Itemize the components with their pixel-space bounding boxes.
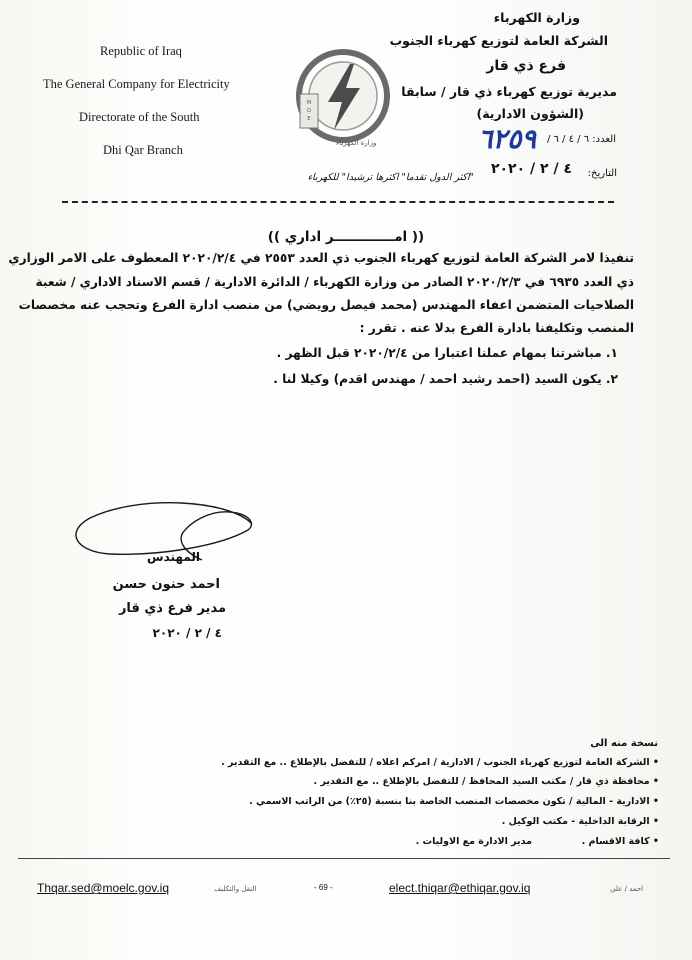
signature-date: ٤ / ٢ / ٢٠٢٠ [152,626,222,640]
footer-email-left: Thqar.sed@moelc.gov.iq [37,881,170,895]
logo-caption: وزارة الكهرباء [336,139,377,147]
bullet-icon: • [649,816,659,827]
header-ar-directorate: مديرية توزيع كهرباء ذي قار / سابقا [401,84,617,99]
header-separator [62,201,614,203]
svg-text:E: E [307,116,311,122]
copies-item-4: • الرقابة الداخلية - مكتب الوكيل . [501,816,659,827]
header-ar-admin: (الشؤون الادارية) [476,106,584,121]
signature-position: مدير فرع ذي قار [118,601,226,616]
svg-text:M: M [306,100,312,106]
footer-rule [18,858,670,859]
decision-item-1: ١. مباشرتنا بمهام عملنا اعتبارا من ٢٠٢٠/٢/٤ قبل الظهر . [276,346,618,360]
header-en-republic: Republic of Iraq [100,44,182,58]
number-label: العدد: ٦ / ٤ / ٦ / [546,134,616,145]
copies-item-6: مدير الادارة مع الاوليات . [415,836,532,847]
paragraph-line-2: ذي العدد ٦٩٣٥ في ٢٠٢٠/٢/٣ الصادر من وزارة الكهرباء / الدائرة الادارية / قسم الاسناد الاداري / شعبة [35,275,634,289]
bullet-icon: • [649,776,659,787]
header-en-branch: Dhi Qar Branch [103,143,183,157]
header-en-company: The General Company for Electricity [43,77,230,91]
bullet-icon: • [649,757,659,768]
copies-item-5: • كافة الاقسام . [581,836,659,847]
signature-title: المهندس [147,550,200,564]
header-ar-company: الشركة العامة لتوزيع كهرباء الجنوب [389,33,608,48]
decision-item-2: ٢. يكون السيد (احمد رشيد احمد / مهندس اقدم) وكيلا لنا . [273,372,618,386]
footer-small-center: النقل والتكليف [214,885,257,893]
header-en-directorate: Directorate of the South [79,110,200,124]
header-ar-branch: فرع ذي قار [486,58,566,74]
bullet-icon: • [649,796,659,807]
paragraph-line-4: المنصب وتكليفنا بادارة الفرع بدلا عنه . تقرر : [359,321,634,335]
footer-small-right: احمد / علي [610,885,644,893]
ministry-logo [290,44,396,156]
signature-name: احمد حنون حسن [112,577,220,592]
document-title: (( امـــــــــــــر اداري )) [267,229,425,245]
header-ar-ministry: وزارة الكهرباء [493,10,580,25]
number-value: ٦٢٥٩ [478,124,537,155]
paragraph-line-3: الصلاحيات المتضمن اعفاء المهندس (محمد فيصل رويضي) من منصب ادارة الفرع وتحجب عنه مخصصات [18,298,634,312]
footer-email-right: elect.thiqar@ethiqar.gov.iq [389,881,531,895]
copies-item-1: • الشركة العامة لتوزيع كهرباء الجنوب / الادارية / امركم اعلاه / للتفضل بالإطلاع .. مع التقدير . [221,757,659,768]
footer-page-number: - 69 - [314,883,333,892]
date-label: التاريخ: [587,168,617,179]
slogan: "اكثر الدول تقدما" اكثرها ترشيدا" للكهرباء [307,172,474,183]
svg-text:O: O [307,108,311,114]
paragraph-line-1: تنفيذا لامر الشركة العامة لتوزيع كهرباء الجنوب ذي العدد ٢٥٥٣ في ٢٠٢٠/٢/٤ المعطوف على الامر الوزاري [8,251,634,265]
bullet-icon: • [649,836,659,847]
copies-item-3: • الادارية - المالية / تكون مخصصات المنصب الخاصة بنا بنسبة (٢٥٪) من الراتب الاسمي . [249,796,659,807]
copies-item-2: • محافظة ذي قار / مكتب السيد المحافظ / للتفضل بالإطلاع .. مع التقدير . [313,776,659,787]
date-value: ٤ / ٢ / ٢٠٢٠ [490,161,572,177]
copies-heading: نسخة منه الى [590,738,658,749]
